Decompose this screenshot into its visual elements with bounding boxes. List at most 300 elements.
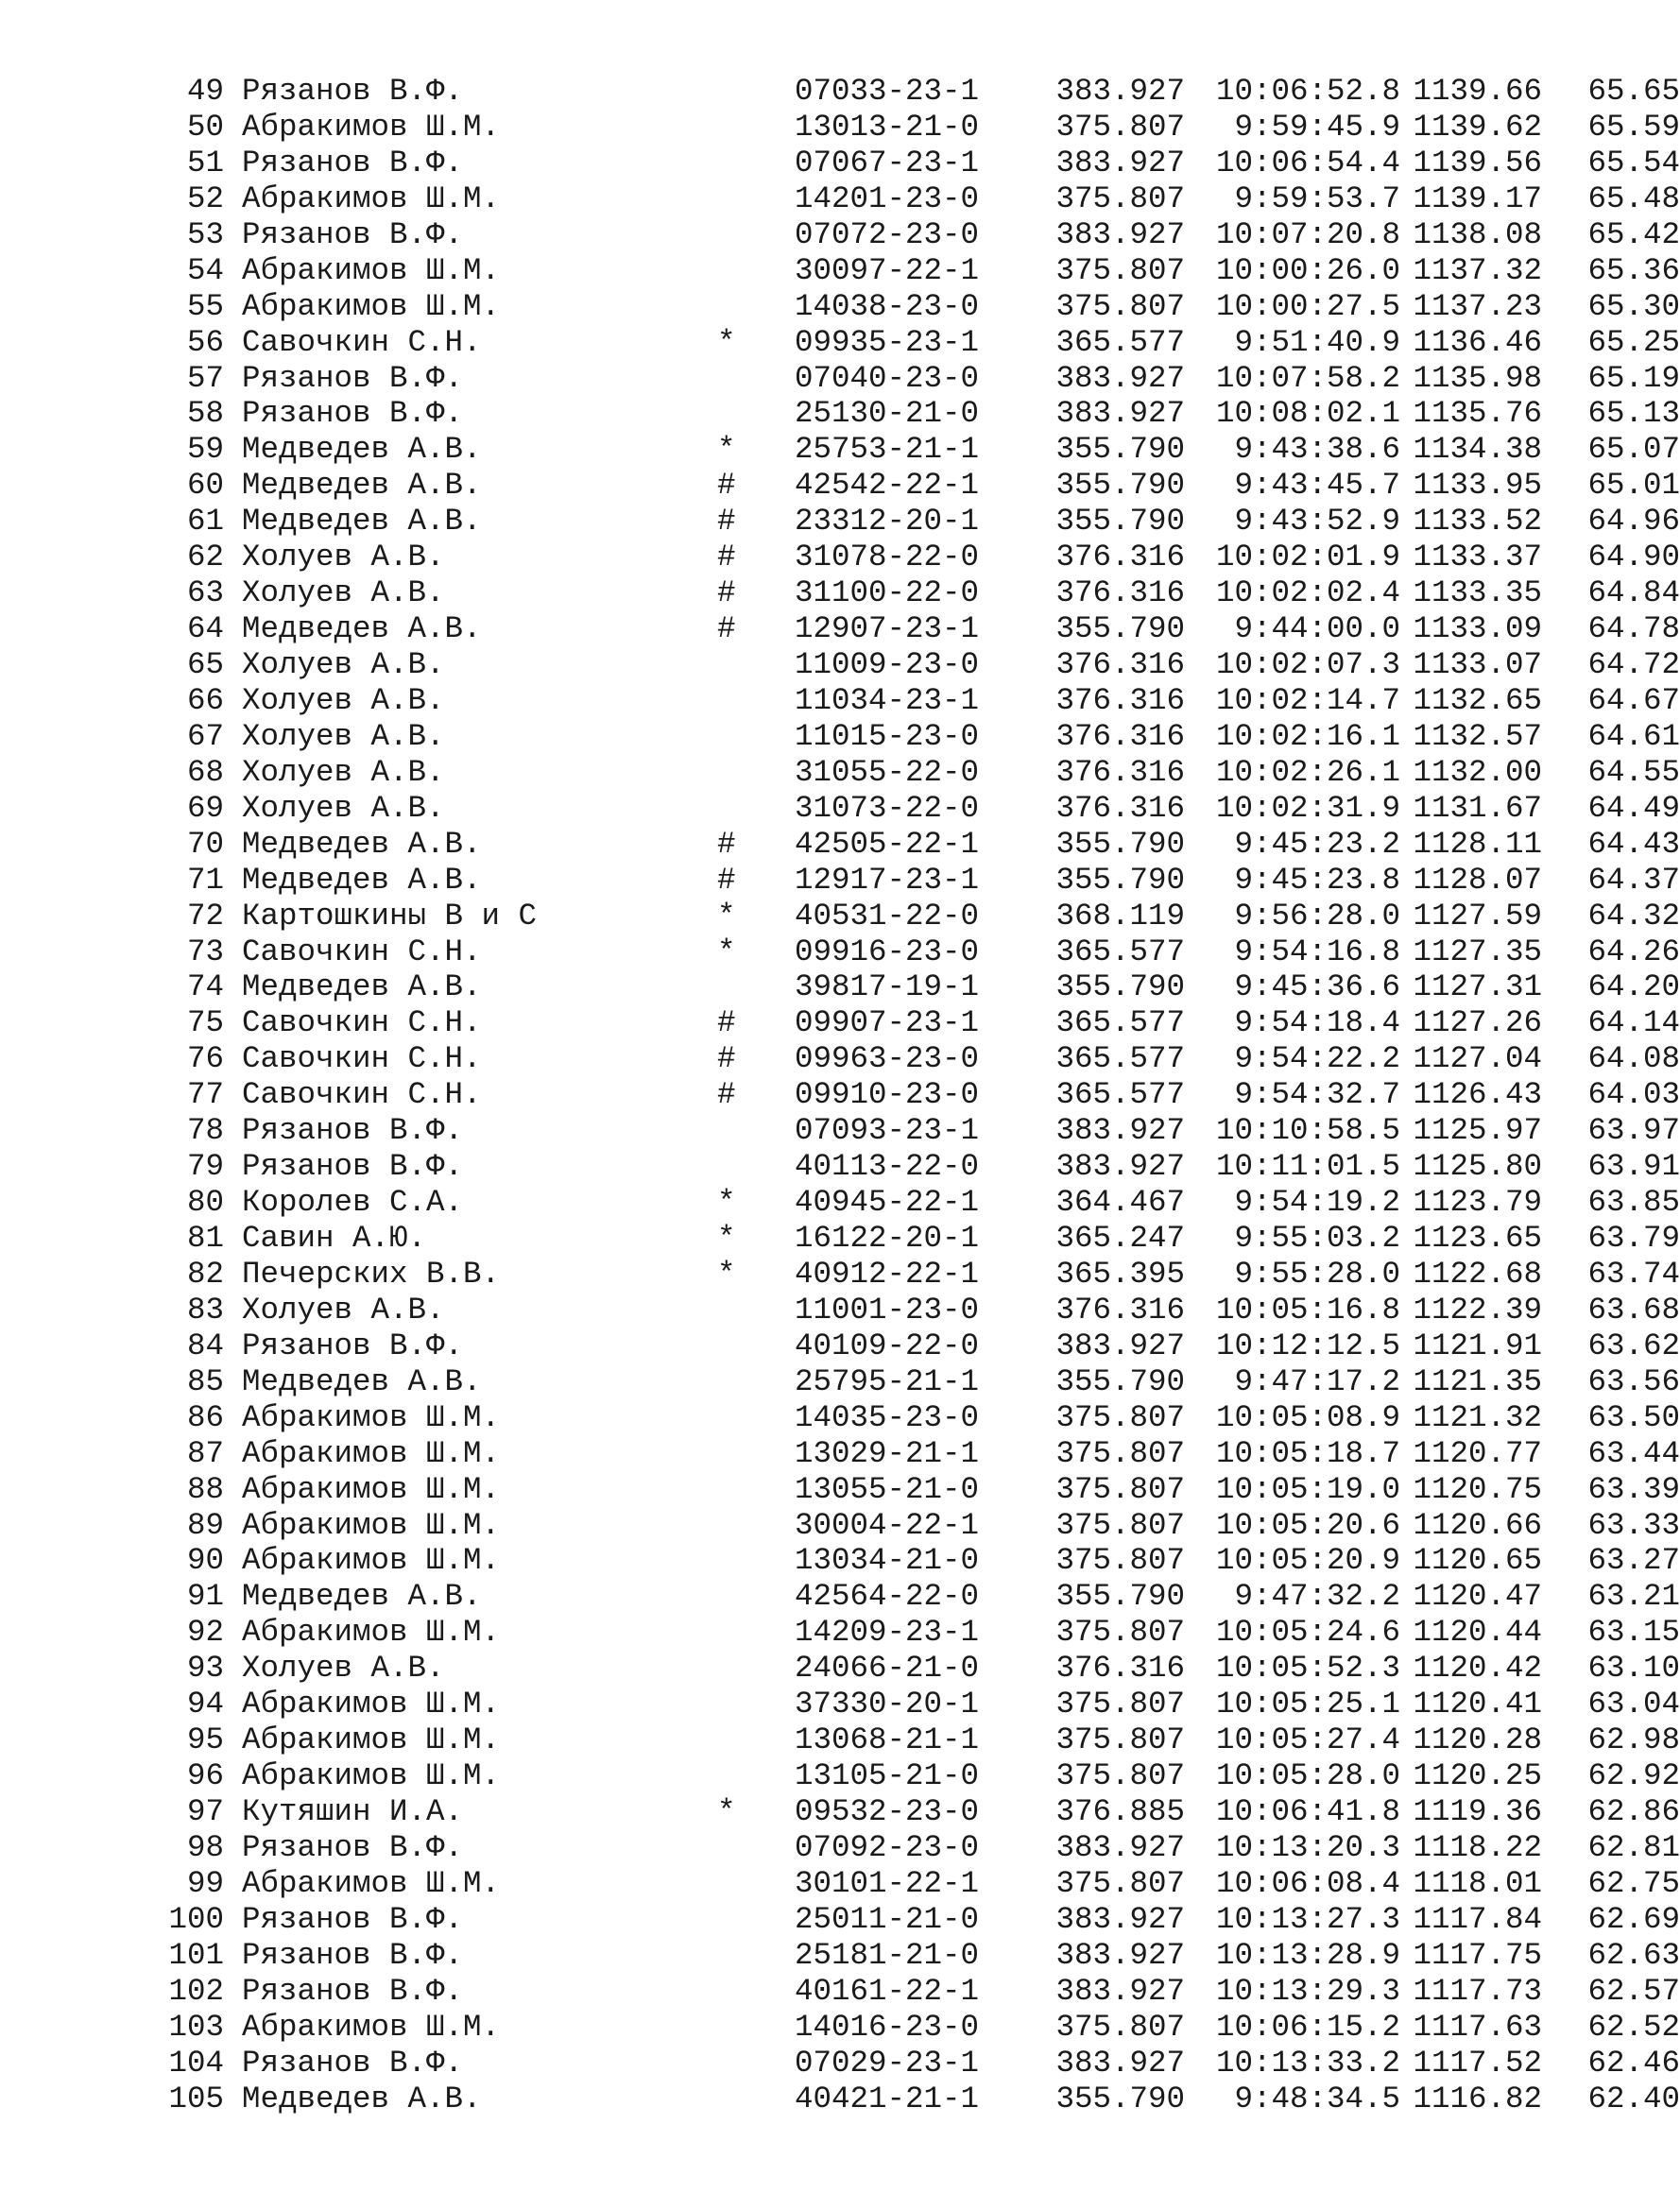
row-distance: 375.807 [1055,180,1185,216]
row-arrival-time: 9:43:45.7 [1234,468,1400,504]
row-ring-number: 11001-23-0 [795,1292,980,1328]
row-place: 75 [186,1005,224,1041]
row-distance: 376.885 [1055,1794,1185,1829]
row-ring-number: 40113-22-0 [795,1149,980,1185]
table-row [164,180,1680,217]
table-row [164,252,1680,289]
row-arrival-time: 10:06:08.4 [1215,1865,1400,1901]
row-speed: 1127.59 [1413,898,1542,934]
row-ring-number: 09916-23-0 [795,934,980,969]
row-score: 64.61 [1587,718,1680,754]
row-distance: 375.807 [1055,109,1185,145]
row-speed: 1120.28 [1413,1722,1542,1758]
row-speed: 1120.25 [1413,1758,1542,1794]
row-place: 90 [186,1543,224,1579]
row-ring-number: 14016-23-0 [795,2009,980,2045]
row-ring-number: 30004-22-1 [795,1507,980,1543]
row-fancier-name: Холуев А.В. [242,1292,445,1328]
table-row [164,1615,1680,1651]
row-speed: 1125.80 [1413,1149,1542,1185]
row-distance: 376.316 [1055,754,1185,790]
row-ring-number: 31055-22-0 [795,754,980,790]
row-mark: # [717,1077,736,1113]
row-fancier-name: Медведев А.В. [242,826,482,862]
row-arrival-time: 10:05:24.6 [1215,1615,1400,1651]
row-speed: 1120.44 [1413,1615,1542,1651]
table-row [164,2009,1680,2046]
row-arrival-time: 10:00:27.5 [1215,288,1400,324]
row-place: 78 [186,1113,224,1149]
row-place: 65 [186,647,224,682]
row-fancier-name: Рязанов В.Ф. [242,1149,464,1185]
row-place: 62 [186,540,224,575]
row-fancier-name: Рязанов В.Ф. [242,1829,464,1865]
row-ring-number: 40421-21-1 [795,2081,980,2116]
row-arrival-time: 9:54:32.7 [1234,1077,1400,1113]
table-row [164,1651,1680,1687]
row-mark: * [717,934,736,969]
row-ring-number: 13105-21-0 [795,1758,980,1794]
row-fancier-name: Савочкин С.Н. [242,1041,482,1077]
row-ring-number: 07033-23-1 [795,74,980,109]
table-row [164,718,1680,755]
row-arrival-time: 9:54:16.8 [1234,934,1400,969]
row-score: 63.79 [1587,1221,1680,1256]
row-distance: 375.807 [1055,2009,1185,2045]
row-speed: 1136.46 [1413,324,1542,360]
row-place: 102 [168,1973,224,2009]
row-score: 65.48 [1587,180,1680,216]
row-arrival-time: 10:13:27.3 [1215,1901,1400,1937]
row-distance: 375.807 [1055,1471,1185,1507]
row-arrival-time: 10:10:58.5 [1215,1113,1400,1149]
table-row [164,1185,1680,1221]
row-score: 64.78 [1587,611,1680,647]
row-fancier-name: Королев С.А. [242,1185,464,1221]
row-speed: 1120.41 [1413,1687,1542,1722]
table-row [164,540,1680,575]
row-ring-number: 09963-23-0 [795,1041,980,1077]
row-fancier-name: Медведев А.В. [242,432,482,468]
row-fancier-name: Медведев А.В. [242,1579,482,1615]
row-score: 62.69 [1587,1901,1680,1937]
row-distance: 383.927 [1055,74,1185,109]
table-row [164,145,1680,181]
row-fancier-name: Медведев А.В. [242,611,482,647]
table-row [164,575,1680,611]
row-speed: 1135.76 [1413,396,1542,432]
row-mark: # [717,575,736,611]
row-speed: 1139.66 [1413,74,1542,109]
row-place: 100 [168,1901,224,1937]
row-distance: 365.577 [1055,1077,1185,1113]
row-distance: 375.807 [1055,1865,1185,1901]
row-ring-number: 25181-21-0 [795,1937,980,1973]
row-ring-number: 13029-21-1 [795,1435,980,1471]
row-fancier-name: Холуев А.В. [242,540,445,575]
row-arrival-time: 10:05:19.0 [1215,1471,1400,1507]
row-score: 64.43 [1587,826,1680,862]
table-row [164,611,1680,647]
row-ring-number: 40109-22-0 [795,1328,980,1363]
row-fancier-name: Рязанов В.Ф. [242,1973,464,2009]
row-distance: 383.927 [1055,1973,1185,2009]
row-ring-number: 23312-20-1 [795,504,980,540]
row-fancier-name: Рязанов В.Ф. [242,1937,464,1973]
table-row [164,1256,1680,1293]
row-fancier-name: Медведев А.В. [242,1363,482,1399]
row-distance: 383.927 [1055,145,1185,180]
row-ring-number: 11034-23-1 [795,682,980,718]
row-ring-number: 31073-22-0 [795,790,980,826]
row-speed: 1117.75 [1413,1937,1542,1973]
row-place: 98 [186,1829,224,1865]
row-distance: 375.807 [1055,1758,1185,1794]
row-ring-number: 40945-22-1 [795,1185,980,1221]
row-score: 62.40 [1587,2081,1680,2116]
row-arrival-time: 9:59:53.7 [1234,180,1400,216]
row-ring-number: 14038-23-0 [795,288,980,324]
row-score: 63.85 [1587,1185,1680,1221]
row-arrival-time: 9:43:38.6 [1234,432,1400,468]
row-speed: 1127.31 [1413,969,1542,1005]
row-fancier-name: Рязанов В.Ф. [242,216,464,252]
row-place: 50 [186,109,224,145]
row-distance: 364.467 [1055,1185,1185,1221]
table-row [164,1221,1680,1257]
row-fancier-name: Абракимов Ш.М. [242,1615,501,1651]
row-fancier-name: Холуев А.В. [242,575,445,611]
row-ring-number: 31100-22-0 [795,575,980,611]
row-score: 65.65 [1587,74,1680,109]
table-row [164,1865,1680,1902]
row-fancier-name: Рязанов В.Ф. [242,360,464,396]
table-row [164,1794,1680,1830]
row-place: 72 [186,898,224,934]
table-row [164,2045,1680,2082]
row-arrival-time: 10:11:01.5 [1215,1149,1400,1185]
row-ring-number: 07040-23-0 [795,360,980,396]
row-place: 103 [168,2009,224,2045]
row-score: 63.39 [1587,1471,1680,1507]
table-row [164,790,1680,827]
row-fancier-name: Абракимов Ш.М. [242,1722,501,1758]
row-place: 73 [186,934,224,969]
table-row [164,862,1680,899]
row-place: 85 [186,1363,224,1399]
row-fancier-name: Рязанов В.Ф. [242,74,464,109]
row-score: 65.25 [1587,324,1680,360]
row-ring-number: 07092-23-0 [795,1829,980,1865]
table-row [164,826,1680,863]
row-ring-number: 42505-22-1 [795,826,980,862]
row-place: 56 [186,324,224,360]
row-score: 64.32 [1587,898,1680,934]
row-arrival-time: 9:47:32.2 [1234,1579,1400,1615]
row-distance: 383.927 [1055,1149,1185,1185]
row-score: 63.97 [1587,1113,1680,1149]
row-score: 64.90 [1587,540,1680,575]
table-row [164,74,1680,110]
row-distance: 376.316 [1055,575,1185,611]
row-score: 65.54 [1587,145,1680,180]
row-fancier-name: Холуев А.В. [242,647,445,682]
row-arrival-time: 10:06:52.8 [1215,74,1400,109]
row-speed: 1128.07 [1413,862,1542,898]
row-place: 101 [168,1937,224,1973]
row-ring-number: 07029-23-1 [795,2045,980,2081]
row-ring-number: 25753-21-1 [795,432,980,468]
row-score: 62.98 [1587,1722,1680,1758]
row-score: 64.03 [1587,1077,1680,1113]
row-distance: 375.807 [1055,252,1185,288]
row-speed: 1121.91 [1413,1328,1542,1363]
row-mark: * [717,1221,736,1256]
row-fancier-name: Холуев А.В. [242,682,445,718]
table-row [164,898,1680,934]
row-ring-number: 12917-23-1 [795,862,980,898]
row-arrival-time: 10:05:52.3 [1215,1651,1400,1687]
row-distance: 355.790 [1055,468,1185,504]
row-score: 62.81 [1587,1829,1680,1865]
row-mark: # [717,611,736,647]
row-fancier-name: Абракимов Ш.М. [242,1435,501,1471]
row-fancier-name: Абракимов Ш.М. [242,109,501,145]
row-mark: # [717,1041,736,1077]
row-arrival-time: 10:07:20.8 [1215,216,1400,252]
row-speed: 1127.26 [1413,1005,1542,1041]
row-place: 66 [186,682,224,718]
row-fancier-name: Медведев А.В. [242,468,482,504]
row-distance: 376.316 [1055,1292,1185,1328]
row-fancier-name: Холуев А.В. [242,1651,445,1687]
row-fancier-name: Медведев А.В. [242,862,482,898]
row-arrival-time: 9:51:40.9 [1234,324,1400,360]
row-score: 64.08 [1587,1041,1680,1077]
row-speed: 1132.57 [1413,718,1542,754]
row-speed: 1138.08 [1413,216,1542,252]
row-place: 84 [186,1328,224,1363]
row-distance: 375.807 [1055,1399,1185,1435]
row-speed: 1139.17 [1413,180,1542,216]
row-speed: 1118.22 [1413,1829,1542,1865]
row-score: 64.67 [1587,682,1680,718]
row-place: 93 [186,1651,224,1687]
row-mark: * [717,1185,736,1221]
row-speed: 1137.32 [1413,252,1542,288]
row-fancier-name: Абракимов Ш.М. [242,2009,501,2045]
row-score: 64.20 [1587,969,1680,1005]
row-fancier-name: Абракимов Ш.М. [242,1507,501,1543]
row-ring-number: 30101-22-1 [795,1865,980,1901]
row-mark: # [717,504,736,540]
row-arrival-time: 9:43:52.9 [1234,504,1400,540]
row-arrival-time: 9:55:03.2 [1234,1221,1400,1256]
row-score: 63.15 [1587,1615,1680,1651]
row-arrival-time: 10:00:26.0 [1215,252,1400,288]
row-speed: 1117.84 [1413,1901,1542,1937]
row-place: 52 [186,180,224,216]
row-fancier-name: Холуев А.В. [242,718,445,754]
table-row [164,1113,1680,1149]
table-row [164,288,1680,325]
row-place: 49 [186,74,224,109]
row-fancier-name: Рязанов В.Ф. [242,1328,464,1363]
table-row [164,1005,1680,1041]
row-arrival-time: 9:45:36.6 [1234,969,1400,1005]
row-place: 57 [186,360,224,396]
row-arrival-time: 10:06:15.2 [1215,2009,1400,2045]
row-speed: 1121.32 [1413,1399,1542,1435]
row-place: 61 [186,504,224,540]
row-distance: 355.790 [1055,611,1185,647]
row-arrival-time: 10:05:25.1 [1215,1687,1400,1722]
row-fancier-name: Кутяшин И.А. [242,1794,464,1829]
row-speed: 1122.68 [1413,1256,1542,1292]
row-ring-number: 16122-20-1 [795,1221,980,1256]
row-arrival-time: 10:07:58.2 [1215,360,1400,396]
row-arrival-time: 9:59:45.9 [1234,109,1400,145]
row-score: 63.56 [1587,1363,1680,1399]
row-speed: 1137.23 [1413,288,1542,324]
row-mark: * [717,432,736,468]
row-arrival-time: 9:55:28.0 [1234,1256,1400,1292]
table-row [164,934,1680,970]
row-fancier-name: Холуев А.В. [242,790,445,826]
row-arrival-time: 10:05:20.6 [1215,1507,1400,1543]
row-place: 53 [186,216,224,252]
row-speed: 1132.00 [1413,754,1542,790]
row-ring-number: 09910-23-0 [795,1077,980,1113]
row-speed: 1120.42 [1413,1651,1542,1687]
row-ring-number: 40912-22-1 [795,1256,980,1292]
row-distance: 355.790 [1055,969,1185,1005]
row-score: 63.91 [1587,1149,1680,1185]
row-score: 65.07 [1587,432,1680,468]
row-speed: 1120.75 [1413,1471,1542,1507]
row-arrival-time: 9:54:22.2 [1234,1041,1400,1077]
row-ring-number: 40161-22-1 [795,1973,980,2009]
row-distance: 383.927 [1055,360,1185,396]
row-fancier-name: Рязанов В.Ф. [242,2045,464,2081]
table-row [164,1579,1680,1615]
table-row [164,1937,1680,1974]
row-ring-number: 09907-23-1 [795,1005,980,1041]
row-speed: 1133.37 [1413,540,1542,575]
row-arrival-time: 10:05:16.8 [1215,1292,1400,1328]
row-fancier-name: Абракимов Ш.М. [242,1687,501,1722]
table-row [164,1399,1680,1436]
row-arrival-time: 10:02:26.1 [1215,754,1400,790]
row-speed: 1119.36 [1413,1794,1542,1829]
row-arrival-time: 9:48:34.5 [1234,2081,1400,2116]
row-score: 62.52 [1587,2009,1680,2045]
row-arrival-time: 10:05:20.9 [1215,1543,1400,1579]
row-speed: 1125.97 [1413,1113,1542,1149]
row-place: 83 [186,1292,224,1328]
row-distance: 365.247 [1055,1221,1185,1256]
table-row [164,682,1680,719]
row-place: 91 [186,1579,224,1615]
row-place: 58 [186,396,224,432]
row-distance: 383.927 [1055,216,1185,252]
row-distance: 375.807 [1055,288,1185,324]
row-score: 63.68 [1587,1292,1680,1328]
row-arrival-time: 10:05:18.7 [1215,1435,1400,1471]
row-fancier-name: Савин А.Ю. [242,1221,427,1256]
row-fancier-name: Абракимов Ш.М. [242,1865,501,1901]
row-score: 64.14 [1587,1005,1680,1041]
row-speed: 1117.73 [1413,1973,1542,2009]
row-score: 64.72 [1587,647,1680,682]
row-distance: 376.316 [1055,790,1185,826]
row-distance: 376.316 [1055,682,1185,718]
row-mark: # [717,1005,736,1041]
row-distance: 383.927 [1055,396,1185,432]
row-place: 82 [186,1256,224,1292]
row-ring-number: 09935-23-1 [795,324,980,360]
row-speed: 1131.67 [1413,790,1542,826]
row-distance: 355.790 [1055,1363,1185,1399]
row-distance: 355.790 [1055,826,1185,862]
row-place: 87 [186,1435,224,1471]
row-fancier-name: Абракимов Ш.М. [242,1399,501,1435]
row-distance: 375.807 [1055,1543,1185,1579]
row-speed: 1135.98 [1413,360,1542,396]
row-arrival-time: 10:13:33.2 [1215,2045,1400,2081]
row-arrival-time: 10:05:27.4 [1215,1722,1400,1758]
row-score: 65.36 [1587,252,1680,288]
row-fancier-name: Савочкин С.Н. [242,1077,482,1113]
row-distance: 355.790 [1055,504,1185,540]
row-mark: # [717,862,736,898]
results-table [164,74,1680,2116]
row-mark: # [717,826,736,862]
row-distance: 375.807 [1055,1722,1185,1758]
row-score: 65.01 [1587,468,1680,504]
row-speed: 1121.35 [1413,1363,1542,1399]
row-place: 63 [186,575,224,611]
row-arrival-time: 10:02:07.3 [1215,647,1400,682]
row-speed: 1126.43 [1413,1077,1542,1113]
row-ring-number: 07093-23-1 [795,1113,980,1149]
row-score: 63.27 [1587,1543,1680,1579]
row-ring-number: 13013-21-0 [795,109,980,145]
row-place: 67 [186,718,224,754]
row-place: 71 [186,862,224,898]
row-ring-number: 42564-22-0 [795,1579,980,1615]
row-score: 63.21 [1587,1579,1680,1615]
table-row [164,1758,1680,1794]
row-place: 81 [186,1221,224,1256]
row-distance: 376.316 [1055,718,1185,754]
row-place: 69 [186,790,224,826]
row-distance: 365.577 [1055,324,1185,360]
row-place: 104 [168,2045,224,2081]
row-fancier-name: Абракимов Ш.М. [242,1543,501,1579]
row-fancier-name: Медведев А.В. [242,2081,482,2116]
row-fancier-name: Абракимов Ш.М. [242,288,501,324]
row-place: 59 [186,432,224,468]
row-arrival-time: 10:02:14.7 [1215,682,1400,718]
row-distance: 365.577 [1055,1041,1185,1077]
table-row [164,360,1680,397]
table-row [164,1328,1680,1364]
table-row [164,1292,1680,1328]
row-distance: 365.395 [1055,1256,1185,1292]
row-arrival-time: 10:02:31.9 [1215,790,1400,826]
row-place: 64 [186,611,224,647]
